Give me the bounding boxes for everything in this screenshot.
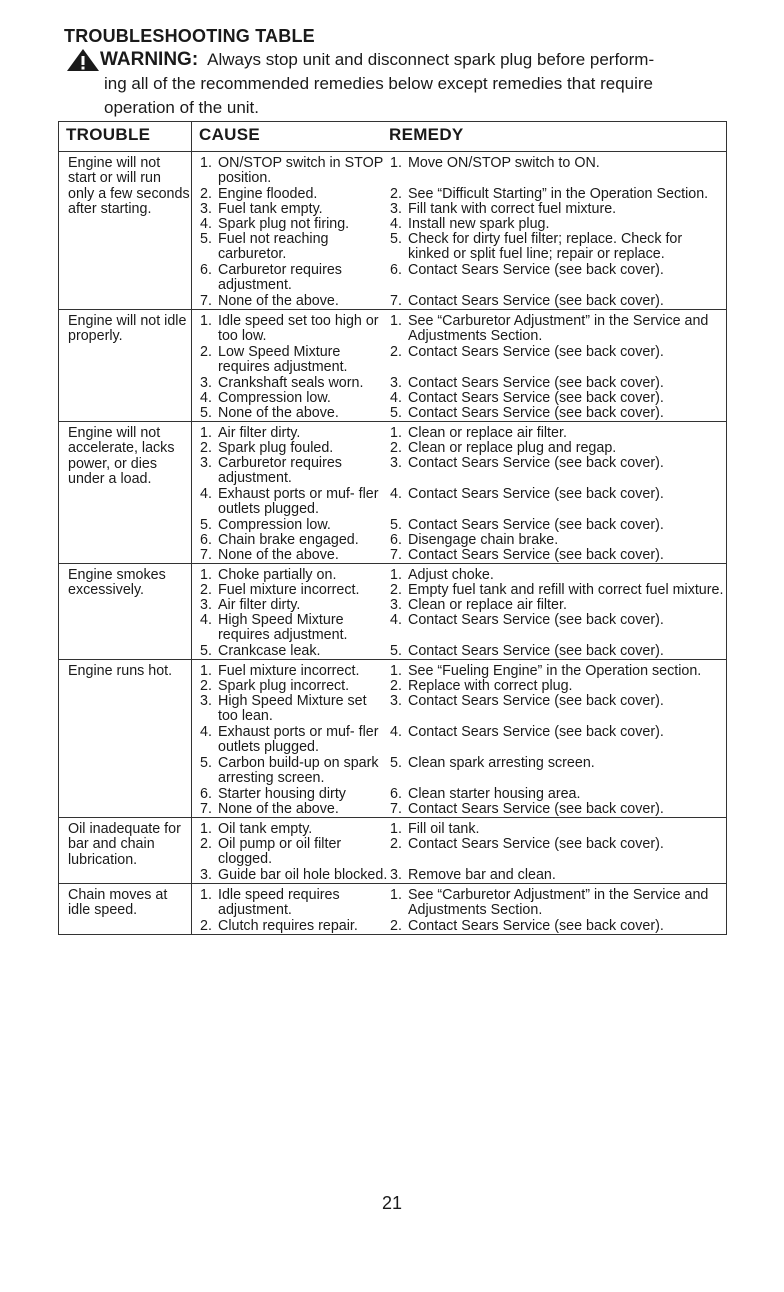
cause-text: Carburetor requires adjustment. — [218, 262, 342, 294]
remedy-item — [389, 426, 726, 441]
cause-number: 6. — [200, 262, 212, 278]
remedy-number: 1. — [390, 155, 402, 171]
cause-text: Crankcase leak. — [218, 643, 321, 659]
remedy-cell — [389, 660, 726, 817]
cause-text: Carburetor requires adjustment. — [218, 455, 342, 487]
cause-text: Oil pump or oil filter clogged. — [218, 836, 342, 868]
table-row — [59, 422, 726, 564]
remedy-text: Clean starter housing area. — [408, 786, 581, 802]
remedy-item — [389, 263, 726, 294]
table-row — [59, 564, 726, 660]
warning-text-line2: ing all of the recommended remedies below except remedies that require — [104, 74, 654, 93]
cause-number: 4. — [200, 612, 212, 628]
cause-number: 5. — [200, 755, 212, 771]
cause-item — [192, 919, 389, 934]
remedy-number: 7. — [390, 801, 402, 817]
remedy-item — [389, 822, 726, 837]
remedy-number: 5. — [390, 231, 402, 247]
cause-text: Idle speed set too high or too low. — [218, 313, 379, 345]
remedy-item — [389, 725, 726, 756]
cause-text: None of the above. — [218, 801, 339, 817]
remedy-text: Contact Sears Service (see back cover). — [408, 547, 664, 563]
remedy-text: Adjust choke. — [408, 567, 494, 583]
cause-cell — [192, 310, 389, 421]
cause-cell — [192, 884, 389, 934]
remedy-text: Contact Sears Service (see back cover). — [408, 390, 664, 406]
cause-text: Chain brake engaged. — [218, 532, 359, 548]
cause-text: None of the above. — [218, 405, 339, 421]
remedy-item — [389, 802, 726, 817]
cause-text: Air filter dirty. — [218, 597, 301, 613]
remedy-text: Empty fuel tank and refill with correct fuel mixture. — [408, 582, 724, 598]
cause-item — [192, 376, 389, 391]
cause-item — [192, 441, 389, 456]
cause-item — [192, 613, 389, 644]
cause-item — [192, 487, 389, 518]
remedy-item — [389, 391, 726, 406]
cause-text: Air filter dirty. — [218, 425, 301, 441]
table-header — [59, 122, 726, 152]
trouble-cell: Engine will not start or will run only a few seconds after starting. — [59, 152, 192, 309]
remedy-number: 4. — [390, 486, 402, 502]
header-trouble: TROUBLE — [59, 122, 192, 151]
cause-item — [192, 518, 389, 533]
cause-text: Exhaust ports or muf- fler outlets plugged. — [218, 486, 379, 518]
cause-number: 3. — [200, 867, 212, 883]
cause-item — [192, 263, 389, 294]
remedy-text: Contact Sears Service (see back cover). — [408, 293, 664, 309]
cause-number: 7. — [200, 293, 212, 309]
remedy-number: 3. — [390, 455, 402, 471]
remedy-cell — [389, 422, 726, 563]
cause-text: Fuel mixture incorrect. — [218, 663, 360, 679]
remedy-text: Contact Sears Service (see back cover). — [408, 344, 664, 360]
remedy-number: 5. — [390, 755, 402, 771]
cause-item — [192, 187, 389, 202]
cause-text: High Speed Mixture set too lean. — [218, 693, 367, 725]
remedy-item — [389, 888, 726, 919]
remedy-item — [389, 406, 726, 421]
cause-text: Guide bar oil hole blocked. — [218, 867, 388, 883]
cause-item — [192, 664, 389, 679]
remedy-item — [389, 787, 726, 802]
cause-text: Spark plug fouled. — [218, 440, 334, 456]
remedy-number: 1. — [390, 313, 402, 329]
remedy-text: Contact Sears Service (see back cover). — [408, 693, 664, 709]
cause-text: Choke partially on. — [218, 567, 337, 583]
cause-text: ON/STOP switch in STOP position. — [218, 155, 384, 187]
remedy-text: See “Carburetor Adjustment” in the Service and Adjustments Section. — [408, 313, 709, 345]
table-row — [59, 310, 726, 422]
cause-item — [192, 822, 389, 837]
remedy-number: 6. — [390, 262, 402, 278]
trouble-cell: Engine will not idle properly. — [59, 310, 192, 421]
remedy-text: See “Difficult Starting” in the Operation Section. — [408, 186, 709, 202]
cause-number: 4. — [200, 216, 212, 232]
cause-item — [192, 568, 389, 583]
remedy-text: Fill tank with correct fuel mixture. — [408, 201, 617, 217]
remedy-item — [389, 456, 726, 487]
cause-number: 2. — [200, 678, 212, 694]
cause-text: Exhaust ports or muf- fler outlets plugged. — [218, 724, 379, 756]
cause-text: None of the above. — [218, 547, 339, 563]
cause-cell — [192, 660, 389, 817]
cause-text: Spark plug incorrect. — [218, 678, 350, 694]
remedy-text: Contact Sears Service (see back cover). — [408, 375, 664, 391]
remedy-number: 1. — [390, 821, 402, 837]
remedy-text: Contact Sears Service (see back cover). — [408, 801, 664, 817]
page-number: 21 — [381, 1193, 403, 1213]
remedy-item — [389, 568, 726, 583]
cause-item — [192, 787, 389, 802]
remedy-cell — [389, 818, 726, 883]
cause-text: Crankshaft seals worn. — [218, 375, 364, 391]
cause-number: 2. — [200, 186, 212, 202]
cause-number: 3. — [200, 201, 212, 217]
troubleshooting-table — [58, 121, 727, 935]
cause-number: 3. — [200, 693, 212, 709]
remedy-number: 1. — [390, 663, 402, 679]
cause-number: 2. — [200, 582, 212, 598]
remedy-number: 7. — [390, 293, 402, 309]
remedy-number: 4. — [390, 390, 402, 406]
cause-text: Compression low. — [218, 517, 331, 533]
remedy-number: 1. — [390, 425, 402, 441]
remedy-text: Clean or replace air filter. — [408, 425, 567, 441]
warning-notice — [66, 48, 726, 120]
remedy-text: Remove bar and clean. — [408, 867, 556, 883]
remedy-number: 3. — [390, 693, 402, 709]
remedy-text: Replace with correct plug. — [408, 678, 573, 694]
remedy-item — [389, 518, 726, 533]
cause-item — [192, 533, 389, 548]
cause-item — [192, 598, 389, 613]
remedy-number: 3. — [390, 867, 402, 883]
remedy-number: 1. — [390, 567, 402, 583]
remedy-text: Check for dirty fuel filter; replace. Check for kinked or split fuel line; repair or replace. — [408, 231, 683, 263]
trouble-cell: Engine runs hot. — [59, 660, 192, 817]
remedy-item — [389, 644, 726, 659]
cause-item — [192, 232, 389, 263]
cause-number: 2. — [200, 836, 212, 852]
cause-number: 1. — [200, 821, 212, 837]
cause-number: 7. — [200, 801, 212, 817]
remedy-text: Fill oil tank. — [408, 821, 480, 837]
cause-cell — [192, 152, 389, 309]
trouble-cell: Engine will not accelerate, lacks power, or dies under a load. — [59, 422, 192, 563]
cause-item — [192, 756, 389, 787]
cause-item — [192, 406, 389, 421]
table-row — [59, 884, 726, 935]
cause-number: 1. — [200, 425, 212, 441]
remedy-item — [389, 217, 726, 232]
cause-item — [192, 644, 389, 659]
cause-number: 1. — [200, 663, 212, 679]
cause-text: Idle speed requires adjustment. — [218, 887, 340, 919]
warning-triangle-icon — [66, 48, 100, 72]
cause-number: 1. — [200, 567, 212, 583]
cause-number: 4. — [200, 724, 212, 740]
remedy-item — [389, 533, 726, 548]
warning-text-line1: Always stop unit and disconnect spark plug before perform- — [207, 50, 655, 69]
cause-item — [192, 294, 389, 309]
cause-number: 5. — [200, 231, 212, 247]
remedy-text: Install new spark plug. — [408, 216, 550, 232]
table-row — [59, 818, 726, 884]
cause-text: Oil tank empty. — [218, 821, 313, 837]
remedy-number: 2. — [390, 440, 402, 456]
cause-number: 2. — [200, 918, 212, 934]
remedy-text: Clean or replace air filter. — [408, 597, 567, 613]
remedy-number: 6. — [390, 786, 402, 802]
cause-number: 1. — [200, 887, 212, 903]
remedy-item — [389, 868, 726, 883]
cause-item — [192, 888, 389, 919]
cause-text: None of the above. — [218, 293, 339, 309]
trouble-cell: Chain moves at idle speed. — [59, 884, 192, 934]
cause-number: 7. — [200, 547, 212, 563]
remedy-number: 5. — [390, 517, 402, 533]
remedy-item — [389, 314, 726, 345]
remedy-number: 4. — [390, 612, 402, 628]
header-cause: CAUSE — [199, 125, 261, 144]
warning-text-line3: operation of the unit. — [104, 98, 260, 117]
remedy-number: 4. — [390, 216, 402, 232]
remedy-text: Contact Sears Service (see back cover). — [408, 643, 664, 659]
remedy-cell — [389, 152, 726, 309]
table-row — [59, 152, 726, 310]
cause-item — [192, 802, 389, 817]
cause-item — [192, 156, 389, 187]
remedy-text: Contact Sears Service (see back cover). — [408, 455, 664, 471]
cause-item — [192, 314, 389, 345]
remedy-text: See “Carburetor Adjustment” in the Service and Adjustments Section. — [408, 887, 709, 919]
remedy-text: Contact Sears Service (see back cover). — [408, 836, 664, 852]
cause-item — [192, 426, 389, 441]
remedy-item — [389, 837, 726, 868]
cause-item — [192, 217, 389, 232]
remedy-text: Contact Sears Service (see back cover). — [408, 486, 664, 502]
remedy-item — [389, 694, 726, 725]
cause-item — [192, 679, 389, 694]
remedy-item — [389, 583, 726, 598]
remedy-text: Clean spark arresting screen. — [408, 755, 595, 771]
remedy-item — [389, 294, 726, 309]
cause-number: 2. — [200, 440, 212, 456]
cause-number: 1. — [200, 155, 212, 171]
remedy-cell — [389, 564, 726, 659]
cause-item — [192, 868, 389, 883]
cause-text: Spark plug not firing. — [218, 216, 350, 232]
remedy-number: 3. — [390, 597, 402, 613]
cause-cell — [192, 422, 389, 563]
cause-number: 1. — [200, 313, 212, 329]
remedy-item — [389, 156, 726, 187]
cause-text: Fuel not reaching carburetor. — [218, 231, 329, 263]
remedy-text: Contact Sears Service (see back cover). — [408, 612, 664, 628]
cause-text: Engine flooded. — [218, 186, 318, 202]
remedy-text: Move ON/STOP switch to ON. — [408, 155, 600, 171]
table-row — [59, 660, 726, 818]
remedy-item — [389, 441, 726, 456]
header-remedy: REMEDY — [389, 125, 464, 144]
remedy-text: Contact Sears Service (see back cover). — [408, 405, 664, 421]
remedy-item — [389, 345, 726, 376]
remedy-item — [389, 679, 726, 694]
cause-number: 2. — [200, 344, 212, 360]
remedy-text: Clean or replace plug and regap. — [408, 440, 617, 456]
remedy-item — [389, 487, 726, 518]
remedy-number: 2. — [390, 582, 402, 598]
cause-text: Starter housing dirty — [218, 786, 346, 802]
remedy-number: 2. — [390, 678, 402, 694]
cause-item — [192, 391, 389, 406]
remedy-number: 6. — [390, 532, 402, 548]
remedy-item — [389, 613, 726, 644]
remedy-item — [389, 376, 726, 391]
cause-item — [192, 456, 389, 487]
cause-number: 5. — [200, 643, 212, 659]
remedy-number: 2. — [390, 836, 402, 852]
cause-item — [192, 837, 389, 868]
cause-item — [192, 548, 389, 563]
remedy-item — [389, 664, 726, 679]
remedy-text: See “Fueling Engine” in the Operation section. — [408, 663, 702, 679]
cause-number: 5. — [200, 405, 212, 421]
cause-item — [192, 202, 389, 217]
remedy-number: 3. — [390, 375, 402, 391]
cause-number: 4. — [200, 390, 212, 406]
cause-item — [192, 725, 389, 756]
cause-text: High Speed Mixture requires adjustment. — [218, 612, 348, 644]
remedy-number: 2. — [390, 186, 402, 202]
cause-text: Fuel mixture incorrect. — [218, 582, 360, 598]
remedy-number: 7. — [390, 547, 402, 563]
remedy-item — [389, 202, 726, 217]
remedy-item — [389, 548, 726, 563]
cause-number: 6. — [200, 532, 212, 548]
remedy-text: Contact Sears Service (see back cover). — [408, 517, 664, 533]
cause-number: 6. — [200, 786, 212, 802]
cause-text: Clutch requires repair. — [218, 918, 358, 934]
remedy-number: 5. — [390, 405, 402, 421]
cause-item — [192, 583, 389, 598]
cause-text: Fuel tank empty. — [218, 201, 323, 217]
remedy-cell — [389, 884, 726, 934]
remedy-item — [389, 187, 726, 202]
remedy-number: 1. — [390, 887, 402, 903]
remedy-item — [389, 756, 726, 787]
remedy-item — [389, 919, 726, 934]
remedy-number: 4. — [390, 724, 402, 740]
remedy-number: 3. — [390, 201, 402, 217]
remedy-text: Disengage chain brake. — [408, 532, 559, 548]
cause-cell — [192, 818, 389, 883]
cause-number: 3. — [200, 375, 212, 391]
cause-item — [192, 694, 389, 725]
trouble-cell: Engine smokes excessively. — [59, 564, 192, 659]
trouble-cell: Oil inadequate for bar and chain lubrication. — [59, 818, 192, 883]
cause-text: Low Speed Mixture requires adjustment. — [218, 344, 348, 376]
cause-text: Carbon build-up on spark arresting screen. — [218, 755, 379, 787]
remedy-text: Contact Sears Service (see back cover). — [408, 918, 664, 934]
cause-item — [192, 345, 389, 376]
cause-cell — [192, 564, 389, 659]
cause-number: 3. — [200, 455, 212, 471]
remedy-number: 2. — [390, 918, 402, 934]
warning-label: WARNING: — [100, 49, 199, 70]
page-title: TROUBLESHOOTING TABLE — [64, 26, 315, 46]
remedy-cell — [389, 310, 726, 421]
remedy-text: Contact Sears Service (see back cover). — [408, 262, 664, 278]
remedy-item — [389, 598, 726, 613]
cause-number: 5. — [200, 517, 212, 533]
cause-text: Compression low. — [218, 390, 331, 406]
remedy-number: 5. — [390, 643, 402, 659]
remedy-item — [389, 232, 726, 263]
cause-number: 4. — [200, 486, 212, 502]
remedy-text: Contact Sears Service (see back cover). — [408, 724, 664, 740]
remedy-number: 2. — [390, 344, 402, 360]
cause-number: 3. — [200, 597, 212, 613]
